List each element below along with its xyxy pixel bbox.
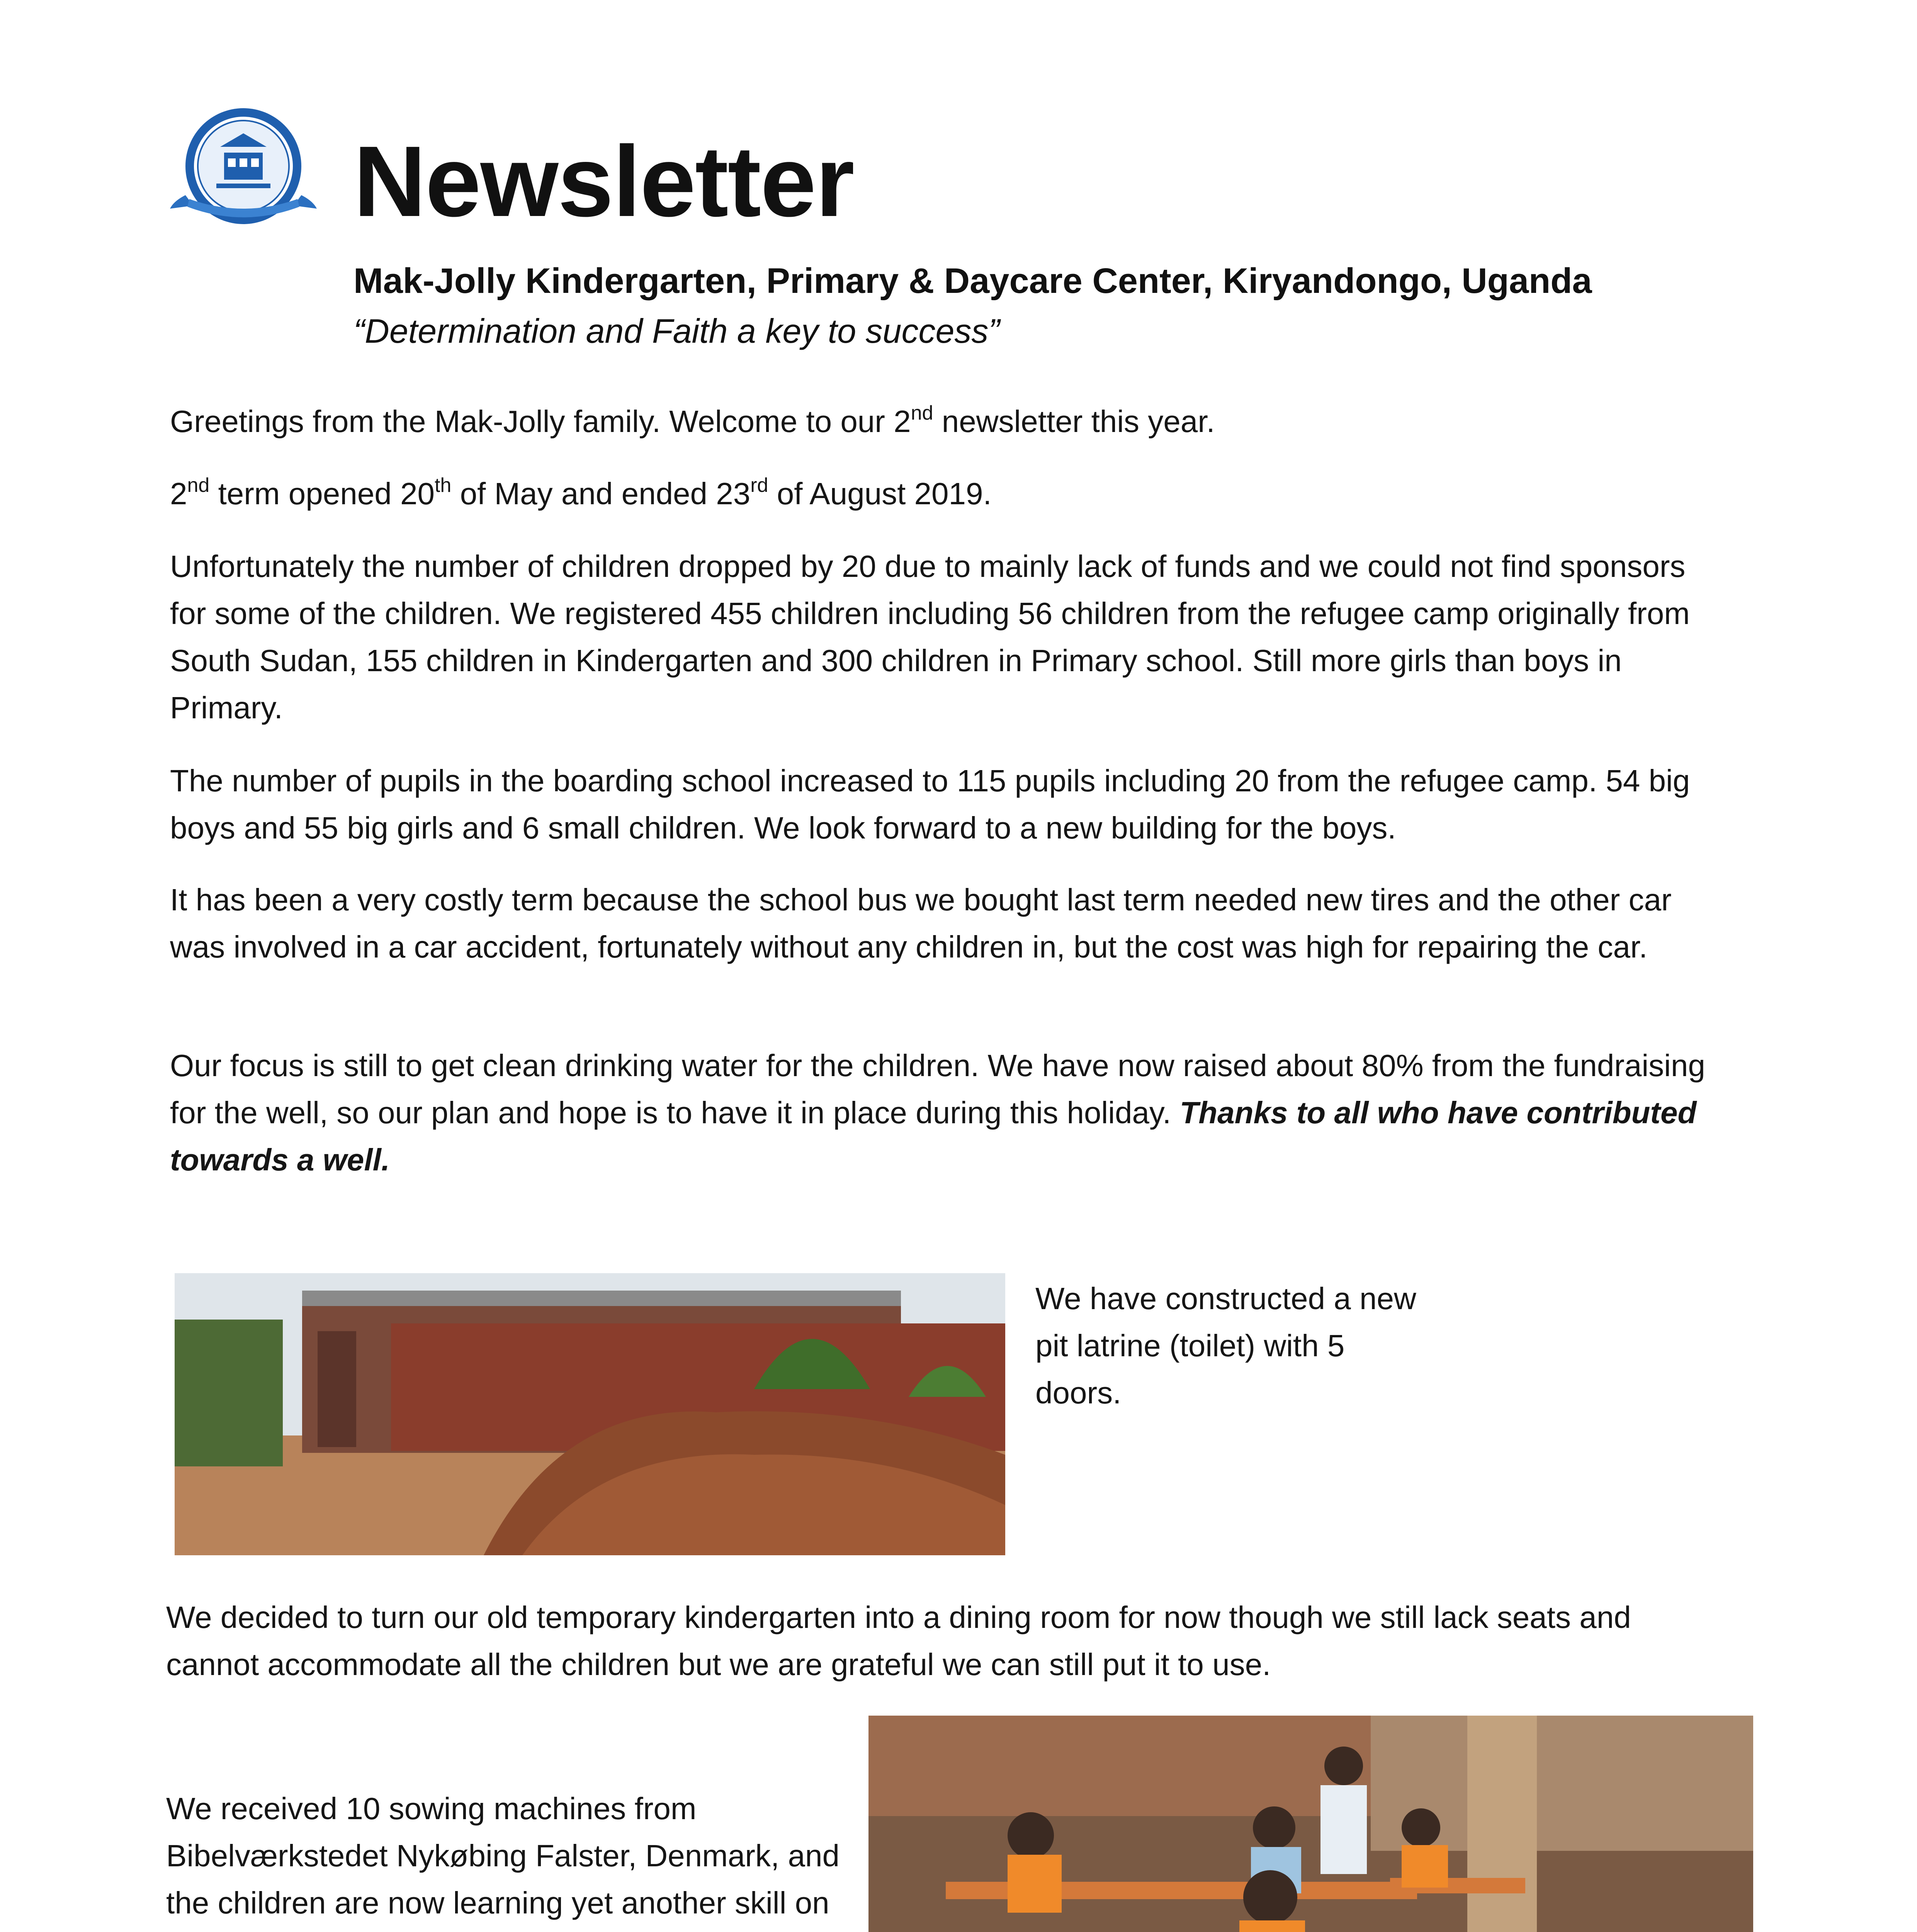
newsletter-title: Newsletter <box>353 126 854 238</box>
latrine-photo <box>175 1273 1005 1555</box>
sewing-class-photo <box>868 1716 1753 1932</box>
water-paragraph: Our focus is still to get clean drinking water for the children. We have now raised about 80% from the fundraising for the well, so our plan and hope is to have it in place during this holiday. Thanks to all who have contributed towards a well. <box>170 1048 1705 1177</box>
sewing-machines-paragraph: We received 10 sowing machines from Bibelværkstedet Nykøbing Falster, Denmark, and the children are now learning yet another skill on <box>166 1791 840 1920</box>
thanks-emphasis: Thanks to all who have contributed towards a well. <box>170 1095 1697 1177</box>
boarding-paragraph: The number of pupils in the boarding school increased to 115 pupils including 20 from the refugee camp. 54 big boys and 55 big girls and 6 small children. We look forward to a new building for the boys. <box>170 764 1690 845</box>
school-motto: “Determination and Faith a key to success” <box>353 312 1000 350</box>
latrine-caption: We have constructed a new pit latrine (toilet) with 5 doors. <box>1035 1281 1416 1410</box>
school-logo <box>170 104 317 232</box>
school-name: Mak-Jolly Kindergarten, Primary & Daycare Center, Kiryandongo, Uganda <box>353 261 1592 301</box>
enrollment-paragraph: Unfortunately the number of children dropped by 20 due to mainly lack of funds and we could not find sponsors for some of the children. We registered 455 children including 56 children from the refugee camp originally from South Sudan, 155 children in Kindergarten and 300 children in Primary school. Still more girls than boys in Primary. <box>170 549 1690 725</box>
term-dates-paragraph: 2nd term opened 20th of May and ended 23rd of August 2019. <box>170 474 992 511</box>
dining-room-paragraph: We decided to turn our old temporary kindergarten into a dining room for now though we still lack seats and cannot accommodate all the children but we are grateful we can still put it to use. <box>166 1600 1631 1682</box>
costly-term-paragraph: It has been a very costly term because the school bus we bought last term needed new tires and the other car was involved in a car accident, fortunately without any children in, but the cost was high for repairing the car. <box>170 883 1672 964</box>
greeting-paragraph: Greetings from the Mak-Jolly family. Welcome to our 2nd newsletter this year. <box>170 402 1215 439</box>
